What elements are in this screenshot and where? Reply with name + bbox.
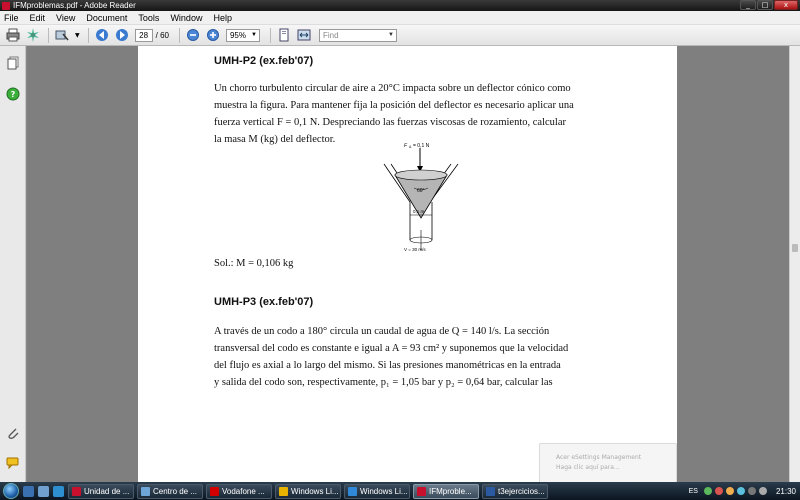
vodafone-icon <box>210 487 219 496</box>
menu-window[interactable]: Window <box>170 12 203 23</box>
angle-label: 60° <box>417 188 425 194</box>
fit-page-icon[interactable] <box>277 28 291 42</box>
notification-toast[interactable] <box>539 443 677 483</box>
text-line: fuerza vertical F = 0,1 N. Despreciando las fuerzas viscosas de rozamiento, calcular <box>214 117 566 128</box>
internet-explorer-icon[interactable] <box>53 486 64 497</box>
force-label-subscript: A <box>409 145 412 149</box>
taskbar-item[interactable] <box>206 484 272 499</box>
taskbar <box>0 482 800 500</box>
system-tray <box>689 482 800 500</box>
taskbar-item[interactable] <box>344 484 410 499</box>
next-page-icon[interactable] <box>115 28 129 42</box>
taskbar-item[interactable] <box>137 484 203 499</box>
taskbar-item-label: IFMproble... <box>429 486 472 496</box>
navigation-panel <box>0 46 26 482</box>
print-icon[interactable] <box>6 28 20 42</box>
page-total: / 60 <box>155 30 169 40</box>
problem-text-p2 <box>214 80 604 148</box>
notification-body: Haga clic aquí para... <box>556 464 620 471</box>
pdf-page <box>138 46 677 482</box>
antivirus-icon[interactable] <box>715 487 723 495</box>
menu-bar <box>0 11 800 25</box>
window-controls <box>740 0 798 10</box>
volume-icon[interactable] <box>759 487 767 495</box>
text-line: transversal del codo es constante e igual a A = 93 cm² y suponemos que la velocidad <box>214 343 569 354</box>
show-desktop-icon[interactable] <box>23 486 34 497</box>
maximize-button[interactable]: □ <box>757 0 773 10</box>
vertical-scrollbar[interactable] <box>789 46 800 482</box>
menu-view[interactable]: View <box>56 12 76 23</box>
battery-icon[interactable] <box>748 487 756 495</box>
menu-edit[interactable]: Edit <box>29 12 46 23</box>
close-button[interactable]: x <box>774 0 798 10</box>
menu-help[interactable]: Help <box>213 12 232 23</box>
start-button[interactable] <box>3 483 19 499</box>
network-icon[interactable] <box>704 487 712 495</box>
comments-icon[interactable] <box>6 456 20 470</box>
force-label-symbol: F <box>404 143 408 149</box>
adobe-reader-icon <box>2 2 10 10</box>
zoom-out-icon[interactable] <box>186 28 200 42</box>
zoom-select[interactable] <box>226 29 260 42</box>
taskbar-item-label: Unidad de ... <box>84 486 130 496</box>
tray-app-icon[interactable] <box>726 487 734 495</box>
cone-top <box>395 170 447 180</box>
text-line: A través de un codo a 180° circula un caudal de agua de Q = 140 l/s. La sección <box>214 326 550 337</box>
text-line: la masa M (kg) del deflector. <box>214 134 336 145</box>
select-tool-dropdown-icon[interactable]: ▼ <box>75 31 80 39</box>
problem-heading-p3: UMH-P3 (ex.feb'07) <box>214 296 314 308</box>
diameter-label: 0,1 m <box>413 209 425 214</box>
text-line: del flujo es axial a lo largo del mismo. Si las presiones manométricas en la entrada <box>214 360 561 371</box>
attachments-icon[interactable] <box>6 426 20 440</box>
help-icon[interactable] <box>6 87 20 101</box>
collaborate-icon[interactable] <box>26 28 40 42</box>
solution-p2: Sol.: M = 0,106 kg <box>214 258 294 269</box>
word-document-icon <box>486 487 495 496</box>
language-indicator[interactable]: ES <box>688 487 698 495</box>
taskbar-item-active[interactable] <box>413 484 479 499</box>
menu-document[interactable]: Document <box>86 12 128 23</box>
title-bar <box>0 0 800 11</box>
pages-icon[interactable] <box>6 56 20 70</box>
select-tool-icon[interactable] <box>55 28 69 42</box>
taskbar-item[interactable] <box>68 484 134 499</box>
zoom-in-icon[interactable] <box>206 28 220 42</box>
toolbar-separator <box>179 28 180 43</box>
taskbar-item[interactable] <box>482 484 548 499</box>
find-placeholder: Find <box>322 30 339 40</box>
clock[interactable]: 21:30 <box>775 486 796 496</box>
page-number-input[interactable]: 28 <box>135 29 153 42</box>
chevron-down-icon: ▼ <box>251 31 257 38</box>
taskbar-item-label: Windows Li... <box>360 486 408 496</box>
toolbar-separator <box>270 28 271 43</box>
taskbar-item[interactable] <box>275 484 341 499</box>
sync-center-icon <box>141 487 150 496</box>
velocity-label: V = 30 m/s <box>404 247 426 252</box>
taskbar-item-label: t3ejercicios... <box>498 486 545 496</box>
fit-width-icon[interactable] <box>297 28 311 42</box>
zoom-value: 95% <box>229 30 246 40</box>
text-line: muestra la figura. Para mantener fija la posición del deflector es necesario aplicar una <box>214 100 574 111</box>
force-label-value: = 0,1 N <box>413 143 430 149</box>
taskbar-item-label: Centro de ... <box>153 486 198 496</box>
bluetooth-icon[interactable] <box>737 487 745 495</box>
problem-heading-p2: UMH-P2 (ex.feb'07) <box>214 55 314 67</box>
previous-page-icon[interactable] <box>95 28 109 42</box>
window-title: IFMproblemas.pdf - Adobe Reader <box>13 1 136 10</box>
minimize-button[interactable]: _ <box>740 0 756 10</box>
deflector-figure <box>382 140 502 252</box>
windows-live-icon <box>279 487 288 496</box>
document-viewport[interactable] <box>27 46 789 482</box>
opera-icon <box>72 487 81 496</box>
svg-text:?: ? <box>10 90 16 99</box>
menu-file[interactable]: File <box>4 12 19 23</box>
chevron-down-icon: ▼ <box>388 31 394 38</box>
menu-tools[interactable]: Tools <box>138 12 160 23</box>
text-line: Un chorro turbulento circular de aire a 20°C impacta sobre un deflector cónico como <box>214 83 571 94</box>
switch-windows-icon[interactable] <box>38 486 49 497</box>
toolbar-separator <box>48 28 49 43</box>
scrollbar-thumb[interactable] <box>792 244 798 252</box>
adobe-reader-icon <box>417 487 426 496</box>
windows-live-messenger-icon <box>348 487 357 496</box>
deflector-diagram <box>382 140 502 252</box>
taskbar-item-label: Windows Li... <box>291 486 339 496</box>
taskbar-item-label: Vodafone ... <box>222 486 265 496</box>
text-line: y salida del codo son, respectivamente, p₁ = 1,05 bar y p₂ = 0,64 bar, calcular las <box>214 377 553 388</box>
toolbar-separator <box>88 28 89 43</box>
problem-text-p3 <box>214 323 604 391</box>
toolbar <box>0 25 800 46</box>
notification-title: Acer eSettings Management <box>556 454 642 461</box>
find-input[interactable] <box>319 29 397 42</box>
